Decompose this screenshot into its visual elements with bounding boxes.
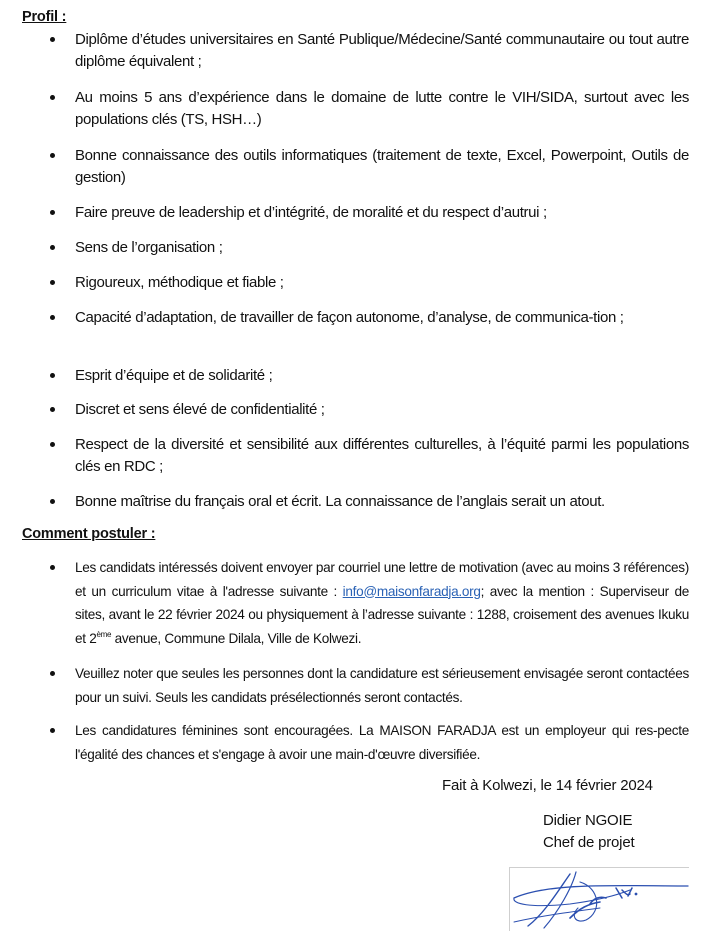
list-item-text: Bonne maîtrise du français oral et écrit. La connaissance de l’anglais serait un atout. <box>75 493 605 510</box>
apply-text: Les candidats intéressés doivent envoyer par courriel une lettre de motivation (avec au moins 3 références) et un curriculum vitae à l'adresse suivante : <box>75 560 689 599</box>
bullet-icon <box>50 407 55 412</box>
apply-text: ; avec la mention : Superviseur de sites, avant le 22 février 2024 ou physiquement à l’adresse suivante : 1288, croisement des avenues Ikuku et 2 <box>75 583 689 646</box>
apply-text: avenue, Commune Dilala, Ville de Kolwezi. <box>111 630 362 646</box>
bullet-icon <box>50 153 55 158</box>
bullet-icon <box>50 95 55 100</box>
superscript: ème <box>96 629 112 639</box>
list-item-text <box>75 556 689 650</box>
bullet-icon <box>50 671 55 676</box>
signature-icon <box>510 868 690 932</box>
signature-image <box>509 867 689 931</box>
list-item-text: Discret et sens élevé de confidentialité ; <box>75 401 325 418</box>
list-item-text: Diplôme d’études universitaires en Santé Publique/Médecine/Santé communautaire ou tout autre diplôme équivalent ; <box>75 31 689 70</box>
bullet-icon <box>50 442 55 447</box>
bullet-icon <box>50 373 55 378</box>
bullet-icon <box>50 37 55 42</box>
bullet-icon <box>50 210 55 215</box>
list-item-text: Au moins 5 ans d’expérience dans le domaine de lutte contre le VIH/SIDA, surtout avec les populations clés (TS, HSH…) <box>75 89 689 128</box>
signatory-title: Chef de projet <box>543 834 635 851</box>
list-item-text: Sens de l’organisation ; <box>75 239 223 256</box>
list-item-text: Faire preuve de leadership et d’intégrité, de moralité et du respect d’autrui ; <box>75 204 547 221</box>
list-item-text: Rigoureux, méthodique et fiable ; <box>75 274 284 291</box>
list-item-text: Les candidatures féminines sont encouragées. La MAISON FARADJA est un employeur qui res-pecte l'égalité des chances et s'engage à avoir une main-d'œuvre diversifiée. <box>75 723 689 762</box>
list-item-text: Respect de la diversité et sensibilité aux différentes culturelles, à l’équité parmi les populations clés en RDC ; <box>75 436 689 475</box>
bullet-icon <box>50 728 55 733</box>
bullet-icon <box>50 280 55 285</box>
profile-heading: Profil : <box>22 9 67 25</box>
place-date: Fait à Kolwezi, le 14 février 2024 <box>442 777 653 794</box>
list-item-text: Capacité d’adaptation, de travailler de façon autonome, d’analyse, de communica-tion ; <box>75 309 624 326</box>
apply-heading: Comment postuler : <box>22 526 156 542</box>
bullet-icon <box>50 245 55 250</box>
bullet-icon <box>50 565 55 570</box>
email-link[interactable]: info@maisonfaradja.org <box>342 583 481 599</box>
list-item-text: Esprit d’équipe et de solidarité ; <box>75 367 273 384</box>
list-item-text: Bonne connaissance des outils informatiques (traitement de texte, Excel, Powerpoint, Outils de gestion) <box>75 147 689 186</box>
list-item-text: Veuillez noter que seules les personnes dont la candidature est sérieusement envisagée seront contactées pour un suivi. Seuls les candidats présélectionnés seront contactés. <box>75 666 689 705</box>
signatory-name: Didier NGOIE <box>543 812 633 829</box>
bullet-icon <box>50 315 55 320</box>
bullet-icon <box>50 499 55 504</box>
